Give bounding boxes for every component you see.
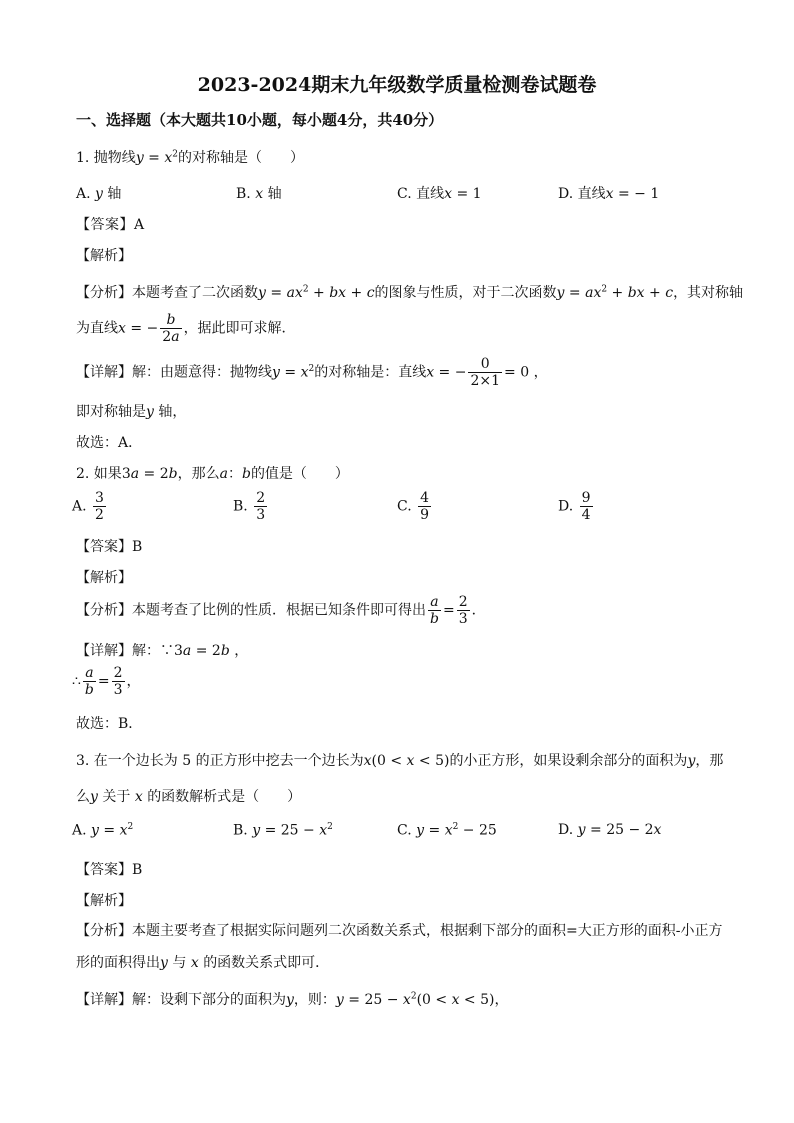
- q2-therefore: ∴ $\frac{a}{b}$ = $\frac{2}{3}$ ，: [72, 665, 141, 699]
- q2-stem: 2. 如果3a = 2b，那么a：b的值是（ ）: [76, 466, 349, 482]
- q2-option-b: B. $\frac{2}{3}$: [233, 490, 266, 524]
- q1-analysis-label: 【解析】: [76, 248, 132, 264]
- section-heading: 一、选择题（本大题共10小题，每小题4分，共40分）: [76, 111, 444, 129]
- q2-choose: 故选：B．: [76, 716, 143, 732]
- q3-stem: 3. 在一个边长为 5 的正方形中挖去一个边长为x(0 < x < 5)的小正方形，如果设剩余部分的面积为y，那: [76, 753, 724, 769]
- q2-detail: 【详解】解：∵3a = 2b ，: [76, 643, 249, 659]
- q3-answer: 【答案】B: [76, 862, 143, 878]
- q3-fenxi-line2: 形的面积得出y 与 x 的函数关系式即可．: [76, 955, 330, 971]
- q2-option-c: C. $\frac{4}{9}$: [397, 490, 430, 524]
- q3-analysis-label: 【解析】: [76, 893, 132, 909]
- q3-option-d: D. y = 25 − 2x: [558, 822, 662, 838]
- q1-option-a: A. y 轴: [76, 186, 122, 202]
- q1-option-c: C. 直线x = 1: [397, 186, 482, 202]
- q3-option-a: A. $y = x^2$: [72, 822, 134, 839]
- q3-option-b: B. $y = 25 - x^2$: [233, 822, 333, 839]
- q1-stem: 1. 抛物线$y = x^2$的对称轴是（ ）: [76, 149, 305, 166]
- q1-option-d: D. 直线x = − 1: [558, 186, 660, 202]
- q2-fenxi: 【分析】本题考查了比例的性质．根据已知条件即可得出 $\frac{a}{b}$ = $\frac{2}{3}$ ．: [76, 594, 486, 628]
- q1-choose: 故选：A．: [76, 435, 143, 451]
- q1-conclusion: 即对称轴是y 轴，: [76, 404, 187, 420]
- page-title: 2023-2024期末九年级数学质量检测卷试题卷: [197, 74, 597, 96]
- q1-option-b: B. x 轴: [236, 186, 282, 202]
- q3-option-c: C. $y = x^2 - 25$: [397, 822, 497, 839]
- q1-detail: 【详解】解：由题意得：抛物线$y = x^2$的对称轴是：直线x = − $\frac{0}{2\times 1}$ = 0 ，: [76, 356, 548, 390]
- q1-answer: 【答案】A: [76, 217, 145, 233]
- q1-fenxi: 【分析】本题考查了二次函数$y = ax^2$ + bx + c的图象与性质，对于二次函数$y = ax^2$ + bx + c，其对称轴: [76, 284, 744, 301]
- q2-option-d: D. $\frac{9}{4}$: [558, 490, 591, 524]
- q2-answer: 【答案】B: [76, 539, 143, 555]
- q3-fenxi: 【分析】本题主要考查了根据实际问题列二次函数关系式，根据剩下部分的面积=大正方形的面积-小正方: [76, 923, 723, 939]
- q3-detail: 【详解】解：设剩下部分的面积为y，则：$y = 25 - x^2(0 < x < 5)$，: [76, 991, 509, 1008]
- q2-option-a: A. $\frac{3}{2}$: [72, 490, 104, 524]
- q2-analysis-label: 【解析】: [76, 570, 132, 586]
- q1-fenxi-line2: 为直线x = − $\frac{b}{2a}$ ，据此即可求解．: [76, 312, 296, 346]
- q3-stem-line2: 么y 关于 x 的函数解析式是（ ）: [76, 789, 302, 805]
